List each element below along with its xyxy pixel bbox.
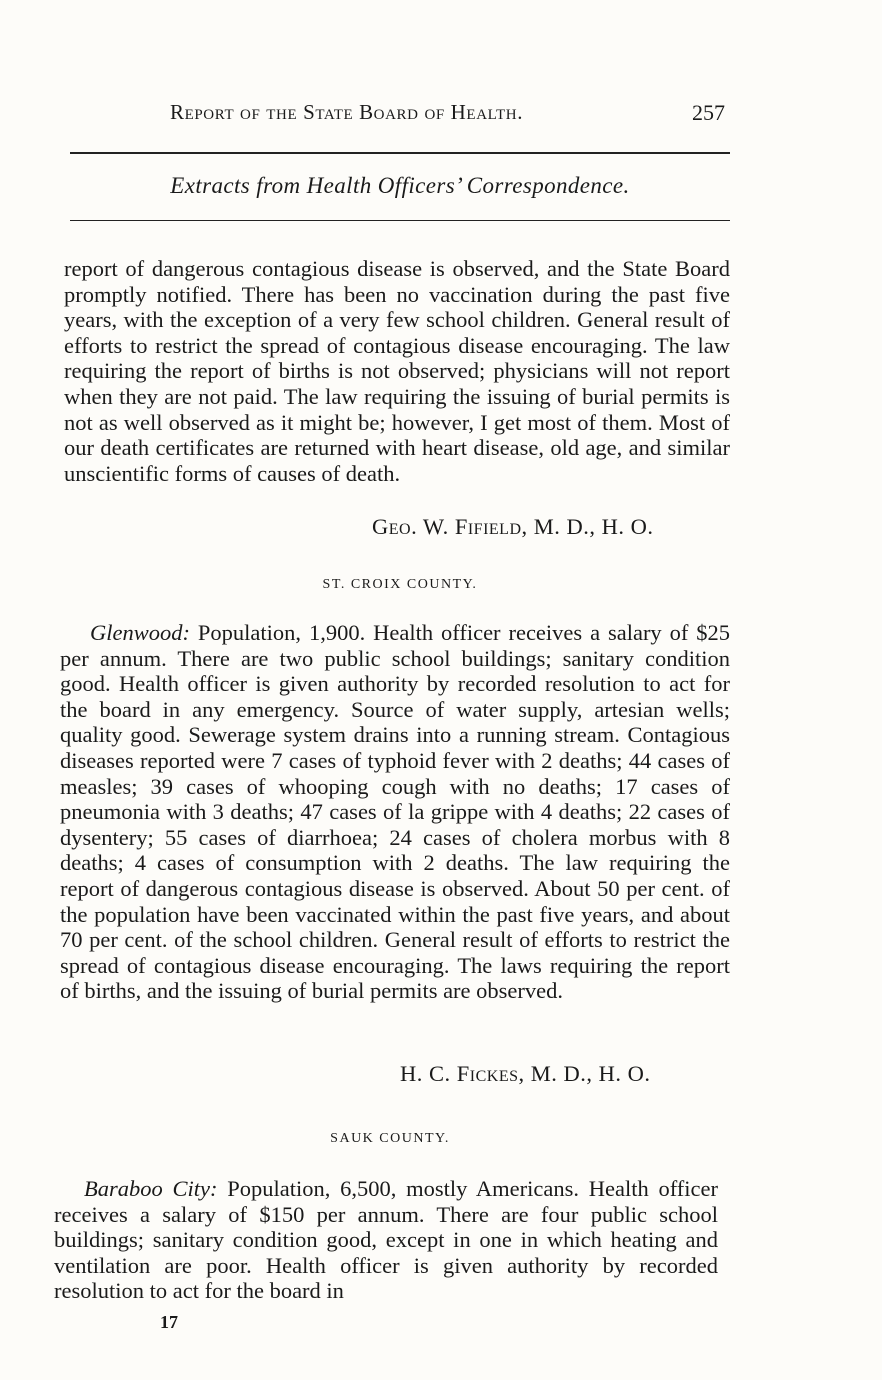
printer-signature-mark: 17 bbox=[160, 1312, 178, 1332]
header-rule-top bbox=[70, 152, 730, 154]
signature-fifield: Geo. W. Fifield, M. D., H. O. bbox=[372, 514, 654, 539]
running-title: Report of the State Board of Health. bbox=[170, 100, 524, 124]
section-subheading: Extracts from Health Officers’ Correspondence. bbox=[170, 173, 630, 198]
county-heading-sauk: SAUK COUNTY. bbox=[330, 1131, 450, 1146]
header-rule-bottom bbox=[70, 220, 730, 221]
continued-paragraph: report of dangerous contagious disease is observed, and the State Board promptly notified. There has been no vaccination during the past five years, with the exception of a very few school children. General result of efforts to restrict the spread of contagious disease encouraging. The law requiring the report of births is not observed; physicians will not report when they are not paid. The law requiring the issuing of burial permits is not as well observed as it might be; however, I get most of them. Most of our death certificates are returned with heart disease, old age, and similar unscientific forms of causes of death. bbox=[64, 256, 730, 486]
place-name-glenwood: Glenwood: bbox=[90, 620, 190, 645]
glenwood-paragraph bbox=[60, 620, 730, 1004]
place-name-baraboo: Baraboo City: bbox=[84, 1176, 218, 1201]
baraboo-paragraph bbox=[54, 1176, 718, 1304]
baraboo-text: Population, 6,500, mostly Americans. Health officer receives a salary of $150 per annum. There are four public school buildings; sanitary condition good, except in one in which heating and ventilation are poor. Health officer is given authority by recorded resolution to act for the board in bbox=[54, 1176, 718, 1304]
glenwood-text: Population, 1,900. Health officer receives a salary of $25 per annum. There are two public school buildings; sanitary condition good. Health officer is given authority by recorded resolution to act for the board in any emergency. Source of water supply, artesian wells; quality good. Sewerage system drains into a running stream. Contagious diseases reported were 7 cases of typhoid fever with 2 deaths; 44 cases of measles; 39 cases of whooping cough with no deaths; 17 cases of pneumonia with 3 deaths; 47 cases of la grippe with 4 deaths; 22 cases of dysentery; 55 cases of diarrhoea; 24 cases of cholera morbus with 8 deaths; 4 cases of consumption with 2 deaths. The law requiring the report of dangerous contagious disease is observed. About 50 per cent. of the population have been vaccinated within the past five years, and about 70 per cent. of the school children. General result of efforts to restrict the spread of contagious disease encouraging. The laws requiring the report of births, and the issuing of burial permits are observed. bbox=[60, 620, 730, 1004]
county-heading-st-croix: ST. CROIX COUNTY. bbox=[322, 577, 478, 592]
signature-fickes: H. C. Fickes, M. D., H. O. bbox=[400, 1061, 651, 1086]
page-number: 257 bbox=[692, 100, 725, 125]
